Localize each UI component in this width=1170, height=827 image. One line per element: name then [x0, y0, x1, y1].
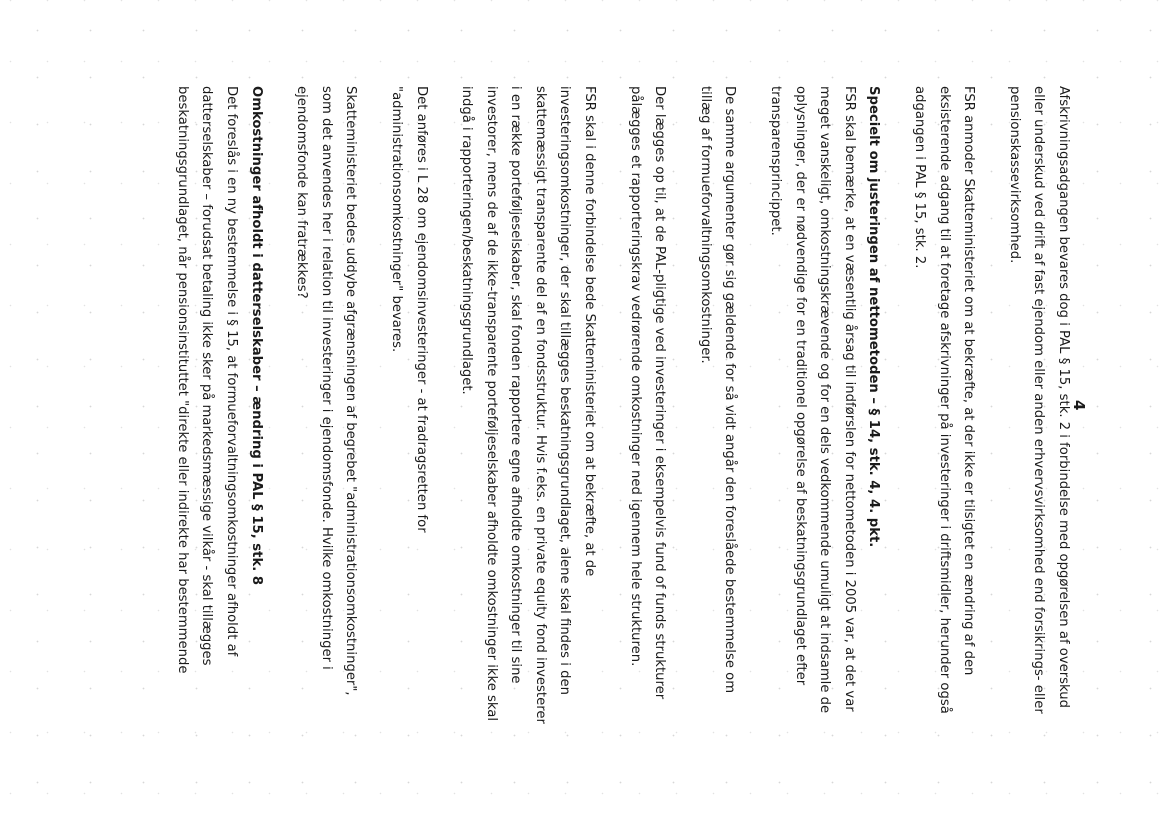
- paragraph: FSR skal bemærke, at en væsentlig årsag til indførslen for nettometoden i 2005 var, at det var meget vanskeligt, omkostningskrævende og for en dels vedkommende umuligt at indsamle de oplysninger, der er nødvendige for en traditionel opgørelse af beskatningsgrundlaget efter transparensprincippet.: [768, 86, 857, 714]
- document-body: [169, 86, 1075, 726]
- section-heading-datterselskaber: Omkostninger afholdt i datterselskaber – ændring i PAL § 15, stk. 8: [248, 86, 264, 585]
- paragraph: Der lægges op til, at de PAL-pligtige ved investeringer i eksempelvis fund of funds strukturer pålægges et rapporteringskrav vedrørende omkostninger ned igennem hele strukturen.: [627, 86, 668, 700]
- section-heading-nettometoden: Specielt om justeringen af nettometoden – § 14, stk. 4, 4. pkt.: [866, 86, 882, 548]
- paragraph: FSR skal i denne forbindelse bede Skatteministeriet om at bekræfte, at de investeringsomkostninger, der skal tillægges beskatningsgrundlaget, alene skal findes i den skattemæssigt transparente del af en fondsstruktur. Hvis f.eks. en private equity fond investerer i en række porteføljeselskaber, skal fonden rapportere egne afholdte omkostninger til sine investorer, mens de af de ikke-transparente porteføljeselskaber afholdte omkostninger ikke skal indgå i rapporteringen/beskatningsgrundlaget.: [459, 86, 598, 724]
- page-number: 4: [1070, 400, 1088, 411]
- paragraph: Skatteministeriet bedes uddybe afgrænsningen af begrebet "administrationsomkostninger", som det anvendes her i relation til investeringer i ejendomsfonde. Hvilke omkostninger i ejendomsfonde kan fratrækkes?: [294, 86, 359, 696]
- paragraph: FSR anmoder Skatteministeriet om at bekræfte, at der ikke er tilsigtet en ændring af den eksisterende adgang til at foretage afskrivninger på investeringer i driftsmidler, herunder også adgangen i PAL § 15, stk. 2.: [912, 86, 977, 714]
- paragraph: Afskrivningsadgangen bevares dog i PAL § 15, stk. 2 i forbindelse med opgørelsen af overskud eller underskud ved drift af fast ejendom eller anden erhvervsvirksomhed end forsikrings- eller pensionskassevirksomhed.: [1006, 86, 1071, 714]
- paragraph: De samme argumenter gør sig gældende for så vidt angår den foreslåede bestemmelse om tillæg af formueforvaltningsomkostninger.: [697, 86, 738, 694]
- paragraph: Det anføres i L 28 om ejendomsinvesteringer - at fradragsretten for "administrationsomkostninger" bevares.: [388, 86, 429, 533]
- paragraph: Det foreslås i en ny bestemmelse i § 15, at formueforvaltningsomkostninger afholdt af datterselskaber – forudsat betaling ikke sker på markedsmæssige vilkår - skal tillægges beskatningsgrundlaget, når pensionsinstituttet "direkte eller indirekte har bestemmende: [174, 86, 239, 674]
